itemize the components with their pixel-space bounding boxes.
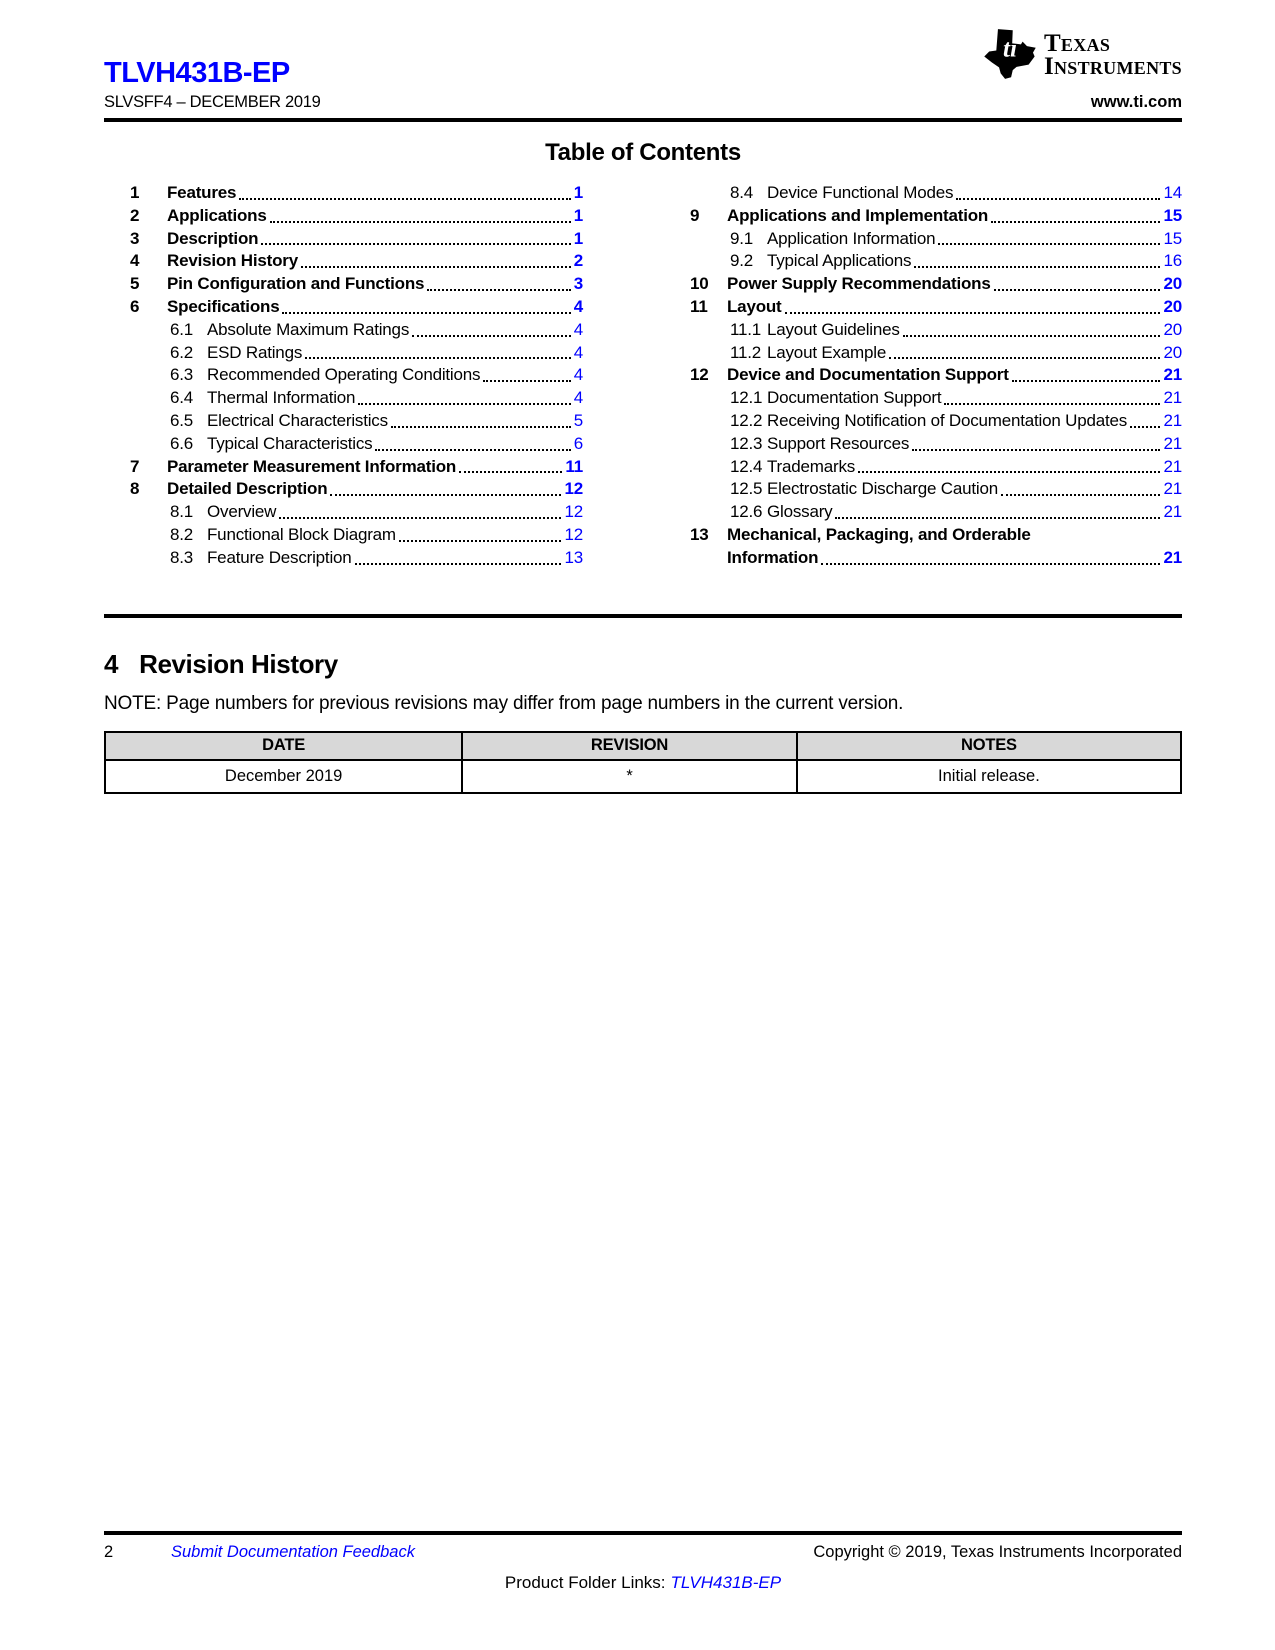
toc-entry-label[interactable]: Functional Block Diagram: [207, 524, 396, 544]
toc-entry-label[interactable]: Receiving Notification of Documentation Updates: [767, 410, 1128, 430]
toc-entry-label[interactable]: Layout: [727, 296, 782, 316]
dot-leader: [412, 335, 571, 337]
toc-entry-label[interactable]: Applications and Implementation: [727, 205, 989, 225]
toc-entry-label[interactable]: Description: [167, 228, 259, 248]
toc-entry-page[interactable]: 20: [1163, 296, 1182, 316]
product-folder-label: Product Folder Links:: [504, 1573, 666, 1592]
dot-leader: [330, 494, 561, 496]
revision-table-header: REVISION: [462, 732, 797, 760]
dot-leader: [1001, 494, 1161, 496]
toc-entry-page[interactable]: 21: [1163, 479, 1182, 499]
toc-entry[interactable]: [104, 342, 583, 365]
toc-entry-number: 6.3: [170, 365, 194, 385]
toc-entry-number: 12.1: [730, 388, 763, 408]
revision-table-header: DATE: [105, 732, 462, 760]
toc-entry[interactable]: [664, 296, 1182, 319]
toc-entry-label[interactable]: Electrical Characteristics: [207, 410, 388, 430]
toc-entry-number: 6.5: [170, 410, 194, 430]
toc-entry-number: 1: [130, 183, 140, 202]
toc-entry[interactable]: [664, 524, 1182, 547]
revision-table-cell: Initial release.: [797, 760, 1181, 793]
toc-entry-label[interactable]: Documentation Support: [767, 388, 942, 408]
toc-entry-number: 8: [130, 479, 140, 499]
toc-entry-number: 2: [130, 205, 140, 225]
toc-entry-page[interactable]: 21: [1163, 547, 1182, 567]
section-title: Revision History: [139, 648, 338, 679]
toc-entry-label[interactable]: Specifications: [167, 296, 280, 316]
toc-entry-page[interactable]: 20: [1163, 274, 1182, 294]
toc-entry-number: 9.1: [730, 228, 754, 248]
toc-entry-label[interactable]: Support Resources: [767, 433, 910, 453]
toc-entry-number: 12: [690, 365, 709, 385]
page-footer: [104, 1531, 1182, 1593]
toc-entry-number: 11: [690, 296, 708, 316]
toc-entry-label[interactable]: Device Functional Modes: [767, 183, 954, 202]
part-number-link[interactable]: TLVH431B-EP: [104, 57, 290, 89]
toc-entry[interactable]: [104, 433, 583, 456]
toc-entry-label[interactable]: Typical Characteristics: [207, 433, 373, 453]
toc-entry[interactable]: [664, 501, 1182, 524]
dot-leader: [399, 540, 562, 542]
toc-entry[interactable]: [664, 228, 1182, 251]
dot-leader: [944, 403, 1160, 405]
revision-table-row: [105, 760, 1181, 793]
toc-entry-number: 6: [130, 296, 140, 316]
toc-entry-page[interactable]: 16: [1163, 251, 1182, 271]
dot-leader: [994, 289, 1161, 291]
revision-table-header-row: [105, 732, 1181, 760]
toc-entry-page[interactable]: 21: [1163, 433, 1182, 453]
toc-entry-number: 6.1: [170, 319, 194, 339]
toc-entry[interactable]: [104, 547, 583, 570]
toc-entry-number: 5: [130, 274, 140, 294]
ti-wordmark-line1: Texas: [1043, 30, 1111, 57]
toc-entry[interactable]: [104, 250, 583, 273]
toc-entry-page[interactable]: 4: [573, 388, 583, 408]
toc-entry[interactable]: [664, 456, 1182, 479]
toc-entry-page[interactable]: 1: [573, 205, 583, 225]
toc-entry-label[interactable]: ESD Ratings: [207, 342, 303, 362]
toc-entry-label[interactable]: Information: [727, 547, 819, 567]
toc-entry[interactable]: [664, 250, 1182, 273]
footer-rule: [104, 1531, 1182, 1535]
toc-entry-page[interactable]: 20: [1163, 319, 1182, 339]
toc-entry-number: 11.2: [730, 342, 762, 362]
toc-entry-label[interactable]: Electrostatic Discharge Caution: [767, 479, 998, 499]
page-header: [104, 0, 1182, 112]
dot-leader: [375, 449, 570, 451]
revision-table-cell: *: [462, 760, 797, 793]
dot-leader: [903, 335, 1161, 337]
toc-entry-label[interactable]: Trademarks: [767, 456, 856, 476]
toc-entry-number: 12.6: [730, 502, 763, 522]
toc-entry-page[interactable]: 21: [1163, 410, 1182, 430]
toc-entry-page[interactable]: 20: [1163, 342, 1182, 362]
toc-entry-page[interactable]: 15: [1163, 205, 1182, 225]
toc-entry[interactable]: [104, 296, 583, 319]
toc-entry-page[interactable]: 12: [564, 479, 583, 499]
toc-entry-number: 12.2: [730, 410, 763, 430]
toc-entry-number: 13: [690, 524, 709, 544]
dot-leader: [858, 471, 1160, 473]
toc-entry-label[interactable]: Overview: [207, 502, 277, 522]
toc-entry-number: 7: [130, 456, 140, 476]
ti-wordmark-line2: Instruments: [1043, 53, 1182, 80]
toc-entry-page[interactable]: 15: [1163, 228, 1182, 248]
revision-note: NOTE: Page numbers for previous revisions may differ from page numbers in the current version.: [104, 692, 904, 714]
toc-entry-number: 8.3: [170, 547, 194, 567]
toc-entry-number: 8.1: [170, 502, 194, 522]
dot-leader: [914, 266, 1160, 268]
toc-entry-page[interactable]: 13: [564, 547, 583, 567]
toc-entry-number: 9.2: [730, 251, 754, 271]
toc-entry[interactable]: [104, 387, 583, 410]
revision-history-heading: [104, 649, 1182, 679]
toc-entry-number: 6.2: [170, 342, 194, 362]
toc-entry-number: 4: [130, 251, 140, 271]
toc-right-column: [664, 182, 1182, 570]
header-rule: [104, 118, 1182, 122]
dot-leader: [785, 312, 1161, 314]
toc-entry[interactable]: [104, 182, 583, 205]
dot-leader: [912, 449, 1160, 451]
toc-entry-label[interactable]: Pin Configuration and Functions: [167, 274, 425, 294]
toc-entry[interactable]: [664, 273, 1182, 296]
dot-leader: [459, 471, 562, 473]
toc-entry-number: 8.4: [730, 183, 754, 202]
website-link[interactable]: www.ti.com: [1090, 93, 1182, 111]
doc-number: SLVSFF4 – DECEMBER 2019: [104, 93, 321, 111]
submit-feedback-link[interactable]: Submit Documentation Feedback: [171, 1543, 415, 1561]
toc-entry-label[interactable]: Features: [167, 183, 237, 202]
toc-entry-number: 3: [130, 228, 140, 248]
dot-leader: [1130, 426, 1160, 428]
toc-entry-number: 10: [690, 274, 709, 294]
toc-entry-page[interactable]: 4: [573, 296, 583, 316]
toc-entry-page[interactable]: 1: [573, 183, 583, 202]
copyright-text: Copyright © 2019, Texas Instruments Incorporated: [813, 1543, 1182, 1561]
dot-leader: [282, 312, 570, 314]
toc-entry-page[interactable]: 14: [1163, 183, 1182, 202]
toc-entry-label[interactable]: Layout Guidelines: [767, 319, 900, 339]
section-number: 4: [104, 648, 119, 679]
toc-entry[interactable]: [104, 205, 583, 228]
product-folder-line: [104, 1573, 1182, 1593]
toc-entry-label[interactable]: Device and Documentation Support: [727, 365, 1009, 385]
toc-entry[interactable]: [104, 410, 583, 433]
dot-leader: [355, 563, 562, 565]
toc-entry[interactable]: [664, 410, 1182, 433]
dot-leader: [483, 380, 570, 382]
toc-entry-label[interactable]: Feature Description: [207, 547, 352, 567]
dot-leader: [991, 221, 1160, 223]
toc-entry-page[interactable]: 4: [573, 319, 583, 339]
table-of-contents: [104, 182, 1182, 570]
toc-entry[interactable]: [104, 524, 583, 547]
toc-entry[interactable]: [664, 205, 1182, 228]
footer-line: [104, 1543, 1182, 1562]
dot-leader: [358, 403, 570, 405]
toc-left-column: [104, 182, 583, 570]
toc-entry-page[interactable]: 12: [564, 524, 583, 544]
dot-leader: [835, 517, 1160, 519]
ti-wordmark: [1044, 32, 1182, 78]
toc-entry-page[interactable]: 12: [564, 502, 583, 522]
toc-entry-page[interactable]: 21: [1163, 456, 1182, 476]
toc-entry-page[interactable]: 5: [573, 410, 583, 430]
toc-entry-page[interactable]: 11: [565, 456, 583, 476]
toc-entry[interactable]: [104, 501, 583, 524]
toc-entry-page[interactable]: 21: [1163, 388, 1182, 408]
toc-entry-page[interactable]: 6: [573, 433, 583, 453]
toc-entry-page[interactable]: 4: [573, 365, 583, 385]
dot-leader: [1012, 380, 1161, 382]
dot-leader: [889, 357, 1160, 359]
toc-entry[interactable]: [664, 182, 1182, 205]
toc-entry-page[interactable]: 21: [1163, 365, 1182, 385]
toc-entry[interactable]: [664, 387, 1182, 410]
dot-leader: [956, 198, 1160, 200]
toc-entry[interactable]: [664, 433, 1182, 456]
toc-entry-label[interactable]: Mechanical, Packaging, and Orderable: [727, 524, 1031, 544]
toc-entry-page[interactable]: 1: [573, 228, 583, 248]
toc-entry[interactable]: [664, 364, 1182, 387]
toc-entry[interactable]: [104, 228, 583, 251]
toc-entry-page[interactable]: 4: [573, 342, 583, 362]
toc-entry-label[interactable]: Power Supply Recommendations: [727, 274, 991, 294]
toc-entry-label[interactable]: Detailed Description: [167, 479, 328, 499]
toc-entry-number: 8.2: [170, 524, 194, 544]
toc-entry-label[interactable]: Recommended Operating Conditions: [207, 365, 481, 385]
dot-leader: [261, 243, 570, 245]
svg-text:ti: ti: [1002, 35, 1017, 63]
revision-table: [104, 731, 1182, 794]
toc-entry-number: 11.1: [730, 319, 762, 339]
dot-leader: [427, 289, 570, 291]
toc-entry-label[interactable]: Glossary: [767, 502, 833, 522]
toc-entry-page[interactable]: 2: [573, 251, 583, 271]
header-right: [982, 28, 1182, 112]
toc-entry-number: 9: [690, 205, 700, 225]
dot-leader: [391, 426, 571, 428]
ti-logo: [982, 28, 1182, 80]
toc-entry-label[interactable]: Applications: [167, 205, 267, 225]
toc-entry[interactable]: [104, 273, 583, 296]
header-left: [104, 58, 321, 112]
toc-entry[interactable]: [104, 456, 583, 479]
toc-entry-number: 6.6: [170, 433, 194, 453]
toc-entry-label[interactable]: Revision History: [167, 251, 298, 271]
toc-entry-number: 12.4: [730, 456, 763, 476]
toc-entry[interactable]: [664, 478, 1182, 501]
toc-entry-number: 12.3: [730, 433, 763, 453]
product-folder-link[interactable]: TLVH431B-EP: [670, 1573, 782, 1592]
dot-leader: [305, 357, 571, 359]
toc-entry-continuation[interactable]: [664, 547, 1182, 570]
footer-page-number: 2: [104, 1543, 114, 1561]
dot-leader: [239, 198, 570, 200]
toc-entry[interactable]: [664, 319, 1182, 342]
dot-leader: [938, 243, 1160, 245]
toc-entry-page[interactable]: 21: [1163, 502, 1182, 522]
toc-entry-label[interactable]: Parameter Measurement Information: [167, 456, 457, 476]
dot-leader: [301, 266, 571, 268]
toc-entry[interactable]: [104, 478, 583, 501]
toc-title: Table of Contents: [545, 139, 741, 166]
toc-entry-label[interactable]: Absolute Maximum Ratings: [207, 319, 410, 339]
dot-leader: [821, 563, 1160, 565]
dot-leader: [270, 221, 571, 223]
toc-entry[interactable]: [664, 342, 1182, 365]
section-divider-rule: [104, 614, 1182, 618]
toc-entry-page[interactable]: 3: [573, 274, 583, 294]
toc-entry-number: 12.5: [730, 479, 763, 499]
dot-leader: [279, 517, 561, 519]
toc-entry-label[interactable]: Application Information: [767, 228, 936, 248]
toc-entry[interactable]: [104, 319, 583, 342]
toc-entry-label[interactable]: Layout Example: [767, 342, 887, 362]
revision-table-header: NOTES: [797, 732, 1181, 760]
revision-table-cell: December 2019: [105, 760, 462, 793]
toc-entry-number: 6.4: [170, 388, 194, 408]
toc-entry-label[interactable]: Thermal Information: [207, 388, 356, 408]
texas-state-icon: [982, 28, 1038, 80]
toc-entry[interactable]: [104, 364, 583, 387]
toc-entry-label[interactable]: Typical Applications: [767, 251, 912, 271]
